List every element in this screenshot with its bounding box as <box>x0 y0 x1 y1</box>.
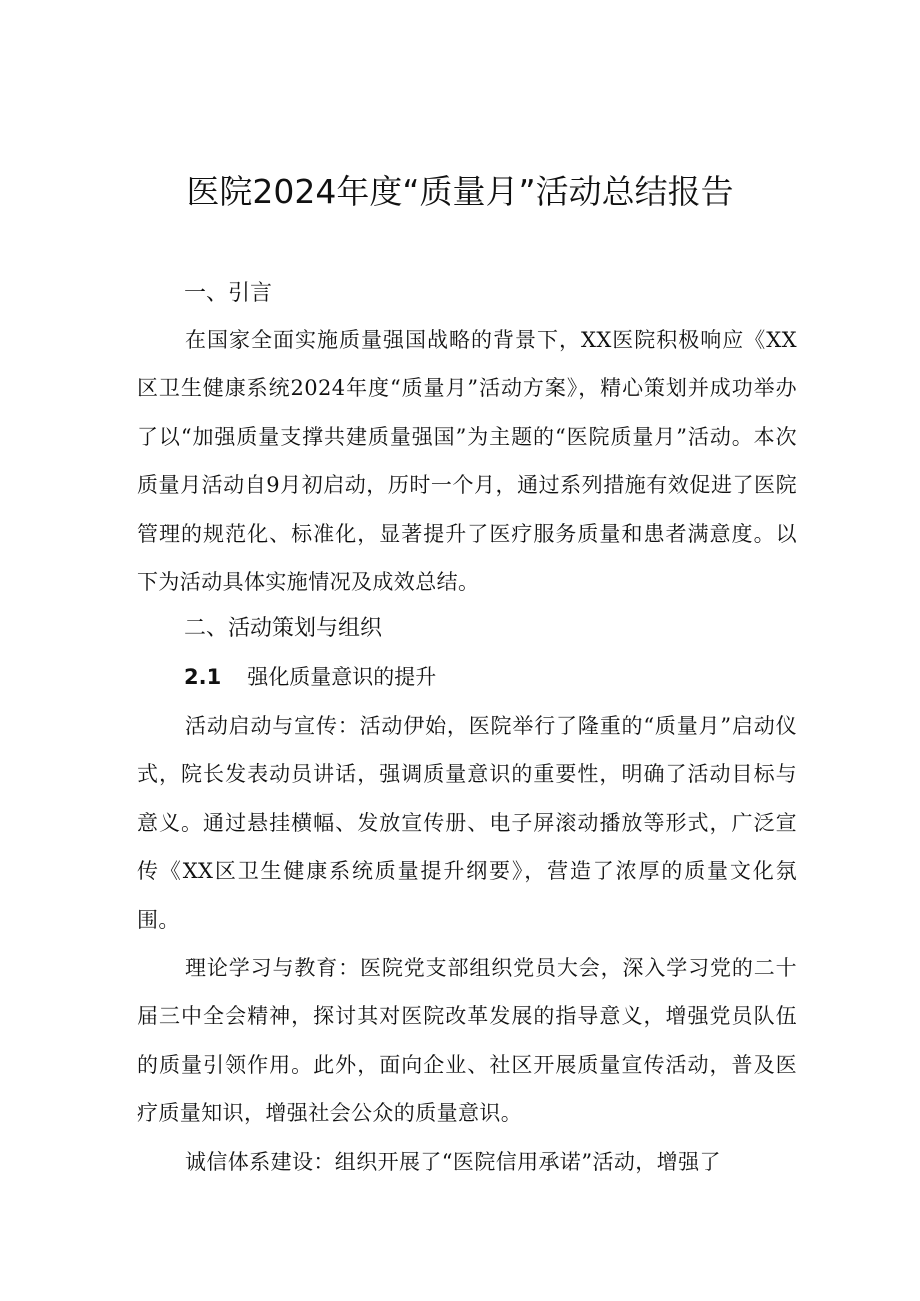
paragraph-integrity-system: 诚信体系建设：组织开展了“医院信用承诺”活动，增强了 <box>185 1150 721 1174</box>
paragraph-introduction: 在国家全面实施质量强国战略的背景下，XX医院积极响应《XX区卫生健康系统2024年度“质量月”活动方案》，精心策划并成功举办了以“加强质量支撑共建质量强国”为主题的“医院质量月”活动。本次质量月活动自9月初启动，历时一个月，通过系列措施有效促进了医院管理的规范化、标准化，显著提升了医疗服务质量和患者满意度。以下为活动具体实施情况及成效总结。 <box>137 328 797 595</box>
paragraph-theory-study: 理论学习与教育：医院党支部组织党员大会，深入学习党的二十届三中全会精神，探讨其对医院改革发展的指导意义，增强党员队伍的质量引领作用。此外，面向企业、社区开展质量宣传活动，普及医疗质量知识，增强社会公众的质量意识。 <box>137 956 797 1126</box>
section-heading-planning: 二、活动策划与组织 <box>184 616 383 641</box>
subsection-heading <box>184 662 436 692</box>
paragraph-launch-publicity: 活动启动与宣传：活动伊始，医院举行了隆重的“质量月”启动仪式，院长发表动员讲话，强调质量意识的重要性，明确了活动目标与意义。通过悬挂横幅、发放宣传册、电子屏滚动播放等形式，广泛宣传《XX区卫生健康系统质量提升纲要》，营造了浓厚的质量文化氛围。 <box>137 714 797 932</box>
section-heading-introduction: 一、引言 <box>184 281 273 306</box>
document-title: 医院2024年度“质量月”活动总结报告 <box>186 172 734 211</box>
subsection-number: 2.1 <box>184 665 222 689</box>
subsection-title: 强化质量意识的提升 <box>247 665 437 689</box>
